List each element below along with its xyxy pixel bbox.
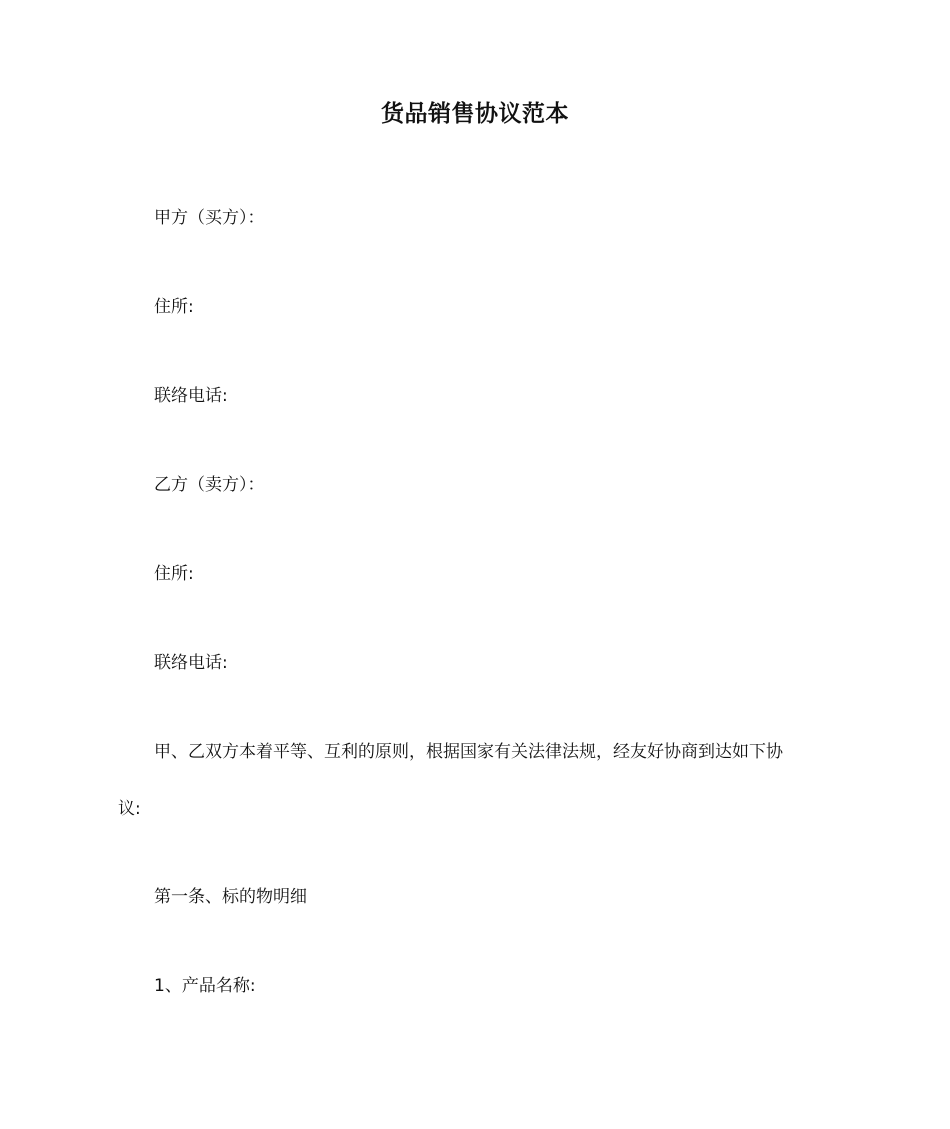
preamble-paragraph: [118, 739, 838, 822]
party-a-address-label: 住所:: [154, 297, 194, 317]
document-title: 货品销售协议范本: [381, 101, 569, 127]
article-1-item-1: 1、产品名称:: [154, 976, 256, 996]
party-b-address-label: 住所:: [154, 564, 194, 584]
party-b-label: 乙方（卖方）：: [154, 475, 265, 495]
preamble-line-1: 甲、乙双方本着平等、互利的原则，根据国家有关法律法规，经友好协商到达如下协: [154, 742, 783, 762]
preamble-line-2: 议:: [118, 799, 141, 819]
party-a-phone-label: 联络电话:: [154, 386, 228, 406]
article-1-heading: 第一条、标的物明细: [154, 887, 307, 907]
party-a-label: 甲方（买方）：: [154, 208, 265, 228]
party-b-phone-label: 联络电话:: [154, 653, 228, 673]
